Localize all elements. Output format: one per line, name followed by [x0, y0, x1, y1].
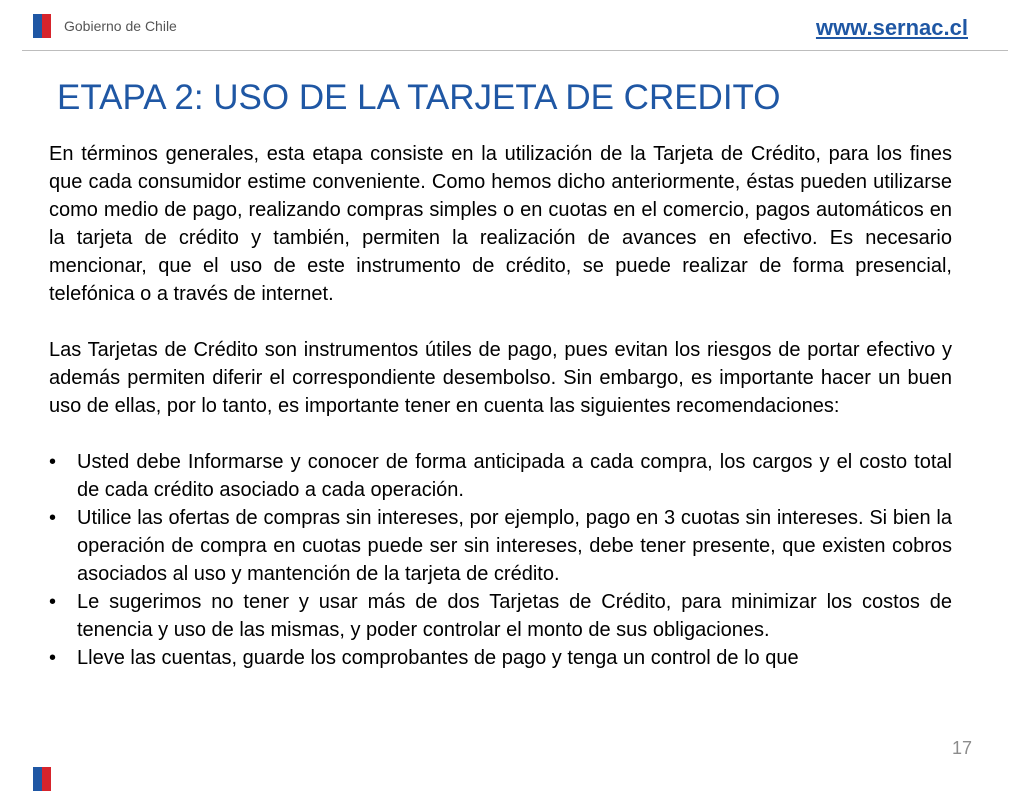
recommendation-list: [49, 448, 952, 672]
bullet-icon: •: [49, 451, 57, 473]
flag-red-stripe: [42, 767, 51, 791]
government-label: Gobierno de Chile: [64, 18, 177, 34]
list-item: [49, 504, 952, 588]
slide-body: [49, 140, 952, 672]
slide-title: ETAPA 2: USO DE LA TARJETA DE CREDITO: [57, 78, 781, 117]
flag-red-stripe: [42, 14, 51, 38]
flag-blue-stripe: [33, 14, 42, 38]
list-item-text: Usted debe Informarse y conocer de forma anticipada a cada compra, los cargos y el costo total de cada crédito asociado a cada operación.: [77, 451, 952, 501]
paragraph-spacer: [49, 308, 952, 336]
page-number: 17: [951, 738, 972, 758]
list-item: [49, 448, 952, 504]
flag-blue-stripe: [33, 767, 42, 791]
header-divider: [22, 50, 1008, 51]
bullet-icon: •: [49, 507, 57, 529]
list-item-text: Utilice las ofertas de compras sin intereses, por ejemplo, pago en 3 cuotas sin intereses. Si bien la operación de compra en cuotas puede ser sin intereses, debe tener presente, que existen cobros asociados al uso y mantención de la tarjeta de crédito.: [77, 507, 952, 585]
paragraph-intro: En términos generales, esta etapa consiste en la utilización de la Tarjeta de Crédito, para los fines que cada consumidor estime conveniente. Como hemos dicho anteriormente, éstas pueden utilizarse como medio de pago, realizando compras simples o en cuotas en el comercio, pagos automáticos en la tarjeta de crédito y también, permiten la realización de avances en efectivo. Es necesario mencionar, que el uso de este instrumento de crédito, se puede realizar de forma presencial, telefónica o a través de internet.: [49, 143, 952, 305]
paragraph-recommendations: Las Tarjetas de Crédito son instrumentos útiles de pago, pues evitan los riesgos de portar efectivo y además permiten diferir el correspondiente desembolso. Sin embargo, es importante hacer un buen uso de ellas, por lo tanto, es importante tener en cuenta las siguientes recomendaciones:: [49, 339, 952, 417]
bullet-icon: •: [49, 591, 57, 613]
list-item-text: Le sugerimos no tener y usar más de dos Tarjetas de Crédito, para minimizar los costos de tenencia y uso de las mismas, y poder controlar el monto de sus obligaciones.: [77, 591, 952, 641]
list-item-text: Lleve las cuentas, guarde los comprobantes de pago y tenga un control de lo que: [77, 647, 799, 669]
list-item: [49, 588, 952, 644]
chile-flag-logo-footer: [33, 767, 51, 791]
sernac-website-link[interactable]: www.sernac.cl: [815, 15, 968, 40]
list-item: [49, 644, 952, 672]
paragraph-spacer: [49, 420, 952, 448]
chile-flag-logo: [33, 14, 51, 38]
bullet-icon: •: [49, 647, 57, 669]
